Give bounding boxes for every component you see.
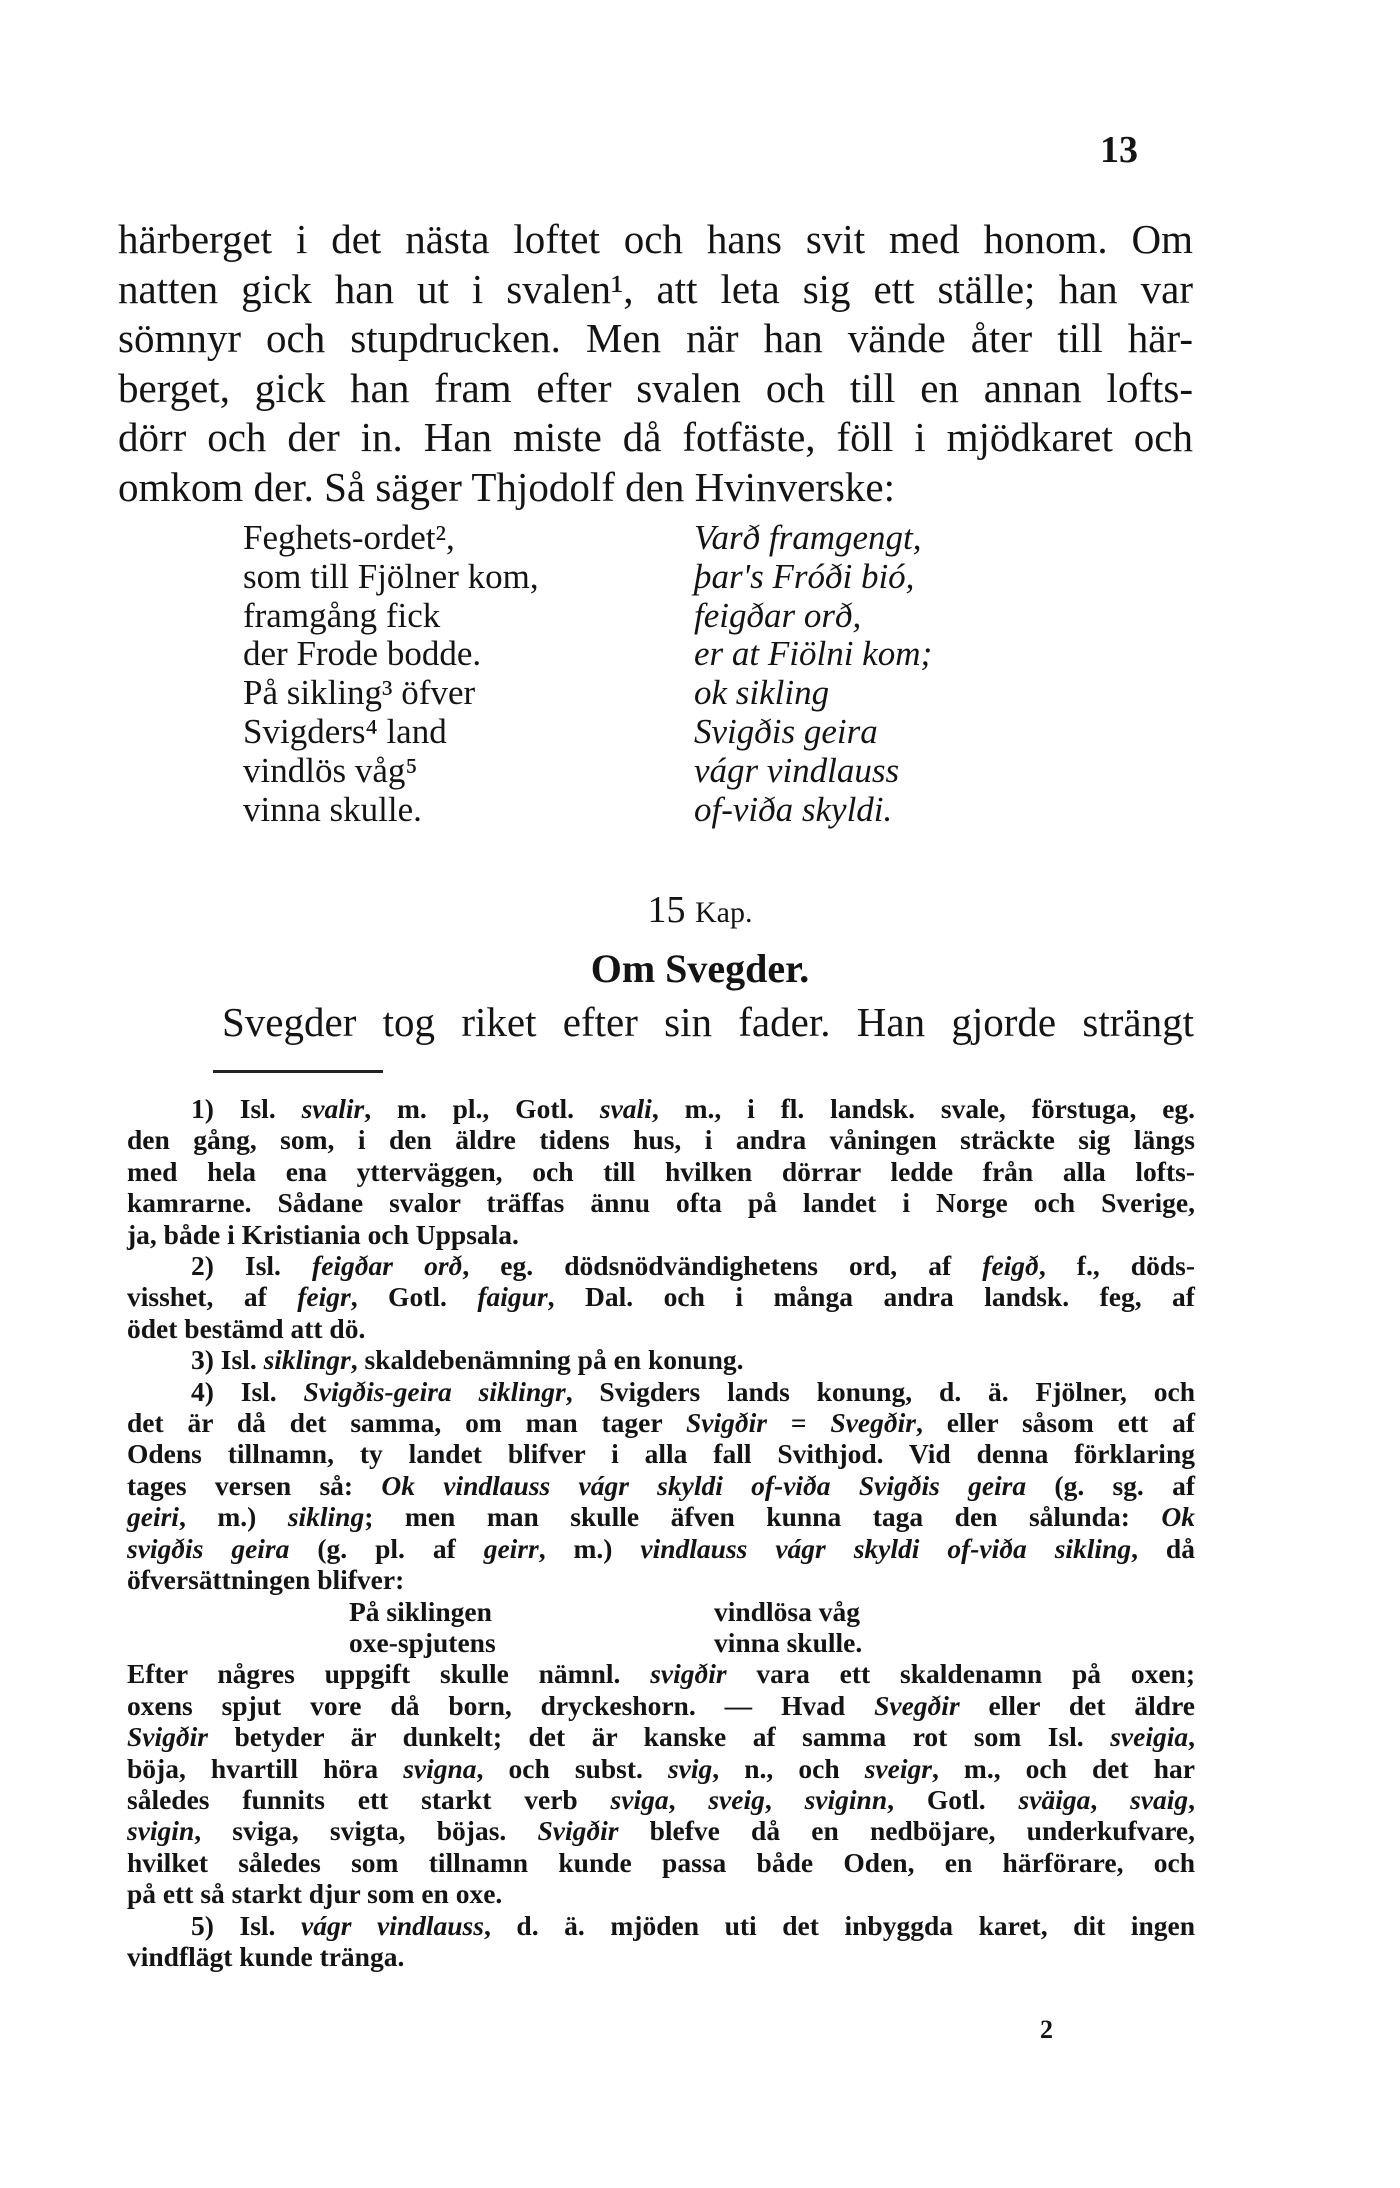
footnote-line: Svigðir betyder är dunkelt; det är kanske af samma rot som Isl. sveigia,: [127, 1721, 1195, 1753]
verse-line: vágr vindlauss: [694, 750, 900, 790]
footnote-line: svigin, sviga, svigta, böjas. Svigðir blefve då en nedböjare, underkufvare,: [127, 1815, 1195, 1847]
verse-line: På sikling³ öfver: [243, 673, 476, 713]
verse-swedish: [243, 519, 663, 829]
footnote-line: Efter någres uppgift skulle nämnl. svigðir vara ett skaldenamn på oxen;: [127, 1658, 1195, 1690]
body-line: härberget i det nästa loftet och hans svit med honom. Om: [118, 216, 1193, 262]
footnote-line: visshet, af feigr, Gotl. faigur, Dal. och i många andra landsk. feg, af: [127, 1281, 1195, 1313]
verse-icelandic: [694, 519, 1114, 829]
footnote-line: 4) Isl. Svigðis-geira siklingr, Svigders lands konung, d. ä. Fjölner, och: [191, 1375, 1196, 1407]
footnote-line: det är då det samma, om man tager Svigðir = Svegðir, eller såsom ett af: [127, 1407, 1195, 1439]
footnotes: [127, 1093, 1195, 1972]
body-line: dörr och der in. Han miste då fotfäste, föll i mjödkaret och: [118, 414, 1193, 460]
verse-line: ok sikling: [694, 673, 830, 713]
footnote-divider: [213, 1070, 383, 1073]
body-line: natten gick han ut i svalen¹, att leta sig ett ställe; han var: [118, 265, 1193, 312]
footnote-line: på ett så starkt djur som en oxe.: [127, 1878, 503, 1910]
footnote-line: vindflägt kunde tränga.: [127, 1940, 405, 1972]
verse-line: som till Fjölner kom,: [243, 556, 539, 596]
signature-mark: 2: [1040, 2015, 1053, 2044]
verse-line: vinna skulle.: [243, 789, 422, 829]
footnote-line: öfversättningen blifver:: [127, 1564, 405, 1596]
verse-line: der Frode bodde.: [243, 634, 482, 674]
footnote-line: tages versen så: Ok vindlauss vágr skyldi of-viða Svigðis geira (g. sg. af: [127, 1469, 1195, 1501]
verse-line: Varð framgengt,: [694, 518, 922, 557]
footnote-line: 5) Isl. vágr vindlauss, d. ä. mjöden uti det inbyggda karet, dit ingen: [191, 1909, 1196, 1941]
footnote-line: geiri, m.) sikling; men man skulle äfven kunna taga den sålunda: Ok: [127, 1501, 1195, 1533]
chapter-label: Kap.: [695, 896, 753, 929]
body-paragraph: [118, 215, 1193, 512]
body-line: omkom der. Så säger Thjodolf den Hvinverske:: [118, 463, 895, 510]
footnote-line: böja, hvartill höra svigna, och subst. svig, n., och sveigr, m., och det har: [127, 1752, 1196, 1784]
chapter-number-value: 15: [647, 889, 686, 931]
footnote-verse-line: [127, 1596, 1195, 1627]
footnote-line: Odens tillnamn, ty landet blifver i alla fall Svithjod. Vid denna förklaring: [127, 1438, 1195, 1470]
footnote-line: 3) Isl. siklingr, skaldebenämning på en konung.: [191, 1344, 744, 1376]
verse-line: feigðar orð,: [694, 595, 862, 635]
verse-line: Feghets-ordet²,: [243, 518, 455, 557]
footnote-line: ödet bestämd att dö.: [127, 1312, 366, 1344]
page-number: 13: [1100, 129, 1138, 171]
footnote-line: således funnits ett starkt verb sviga, sveig, sviginn, Gotl. sväiga, svaig,: [127, 1783, 1196, 1815]
footnote-verse-line: [127, 1627, 1195, 1658]
footnote-verse-left: På siklingen: [349, 1595, 492, 1627]
verse-line: of-viða skyldi.: [694, 789, 893, 829]
footnote-line: ja, både i Kristiania och Uppsala.: [127, 1218, 519, 1250]
body-line: berget, gick han fram efter svalen och till en annan lofts-: [118, 364, 1193, 411]
footnote-line: den gång, som, i den äldre tidens hus, i andra våningen sträckte sig längs: [127, 1124, 1195, 1156]
footnote-line: svigðis geira (g. pl. af geirr, m.) vindlauss vágr skyldi of-viða sikling, då: [127, 1532, 1195, 1564]
verse-line: vindlös våg⁵: [243, 750, 418, 790]
verse-line: þar's Fróði bió,: [694, 556, 915, 596]
footnote-line: 2) Isl. feigðar orð, eg. dödsnödvändighetens ord, af feigð, f., döds-: [191, 1250, 1195, 1282]
footnote-verse-right: vinna skulle.: [714, 1626, 863, 1658]
opening-line: Svegder tog riket efter sin fader. Han gjorde strängt: [222, 999, 1194, 1045]
chapter-number: [0, 888, 1400, 932]
verse-line: Svigðis geira: [694, 711, 878, 751]
footnote-verse-left: oxe-spjutens: [349, 1626, 496, 1658]
footnote-line: med hela ena ytterväggen, och till hvilken dörrar ledde från alla lofts-: [127, 1155, 1195, 1187]
footnote-line: kamrarne. Sådane svalor träffas ännu ofta på landet i Norge och Sverige,: [127, 1187, 1195, 1219]
footnote-verse-right: vindlösa våg: [714, 1595, 860, 1627]
verse-line: framgång fick: [243, 595, 441, 635]
chapter-heading: Om Svegder.: [590, 946, 810, 991]
verse-line: er at Fiölni kom;: [694, 634, 933, 674]
footnote-line: oxens spjut vore då born, dryckeshorn. — Hvad Svegðir eller det äldre: [127, 1689, 1195, 1721]
footnote-line: 1) Isl. svalir, m. pl., Gotl. svali, m., i fl. landsk. svale, förstuga, eg.: [191, 1093, 1196, 1124]
footnote-line: hvilket således som tillnamn kunde passa både Oden, en härförare, och: [127, 1846, 1195, 1878]
body-line: sömnyr och stupdrucken. Men när han vände åter till här-: [118, 315, 1193, 361]
verse-line: Svigders⁴ land: [243, 711, 447, 751]
